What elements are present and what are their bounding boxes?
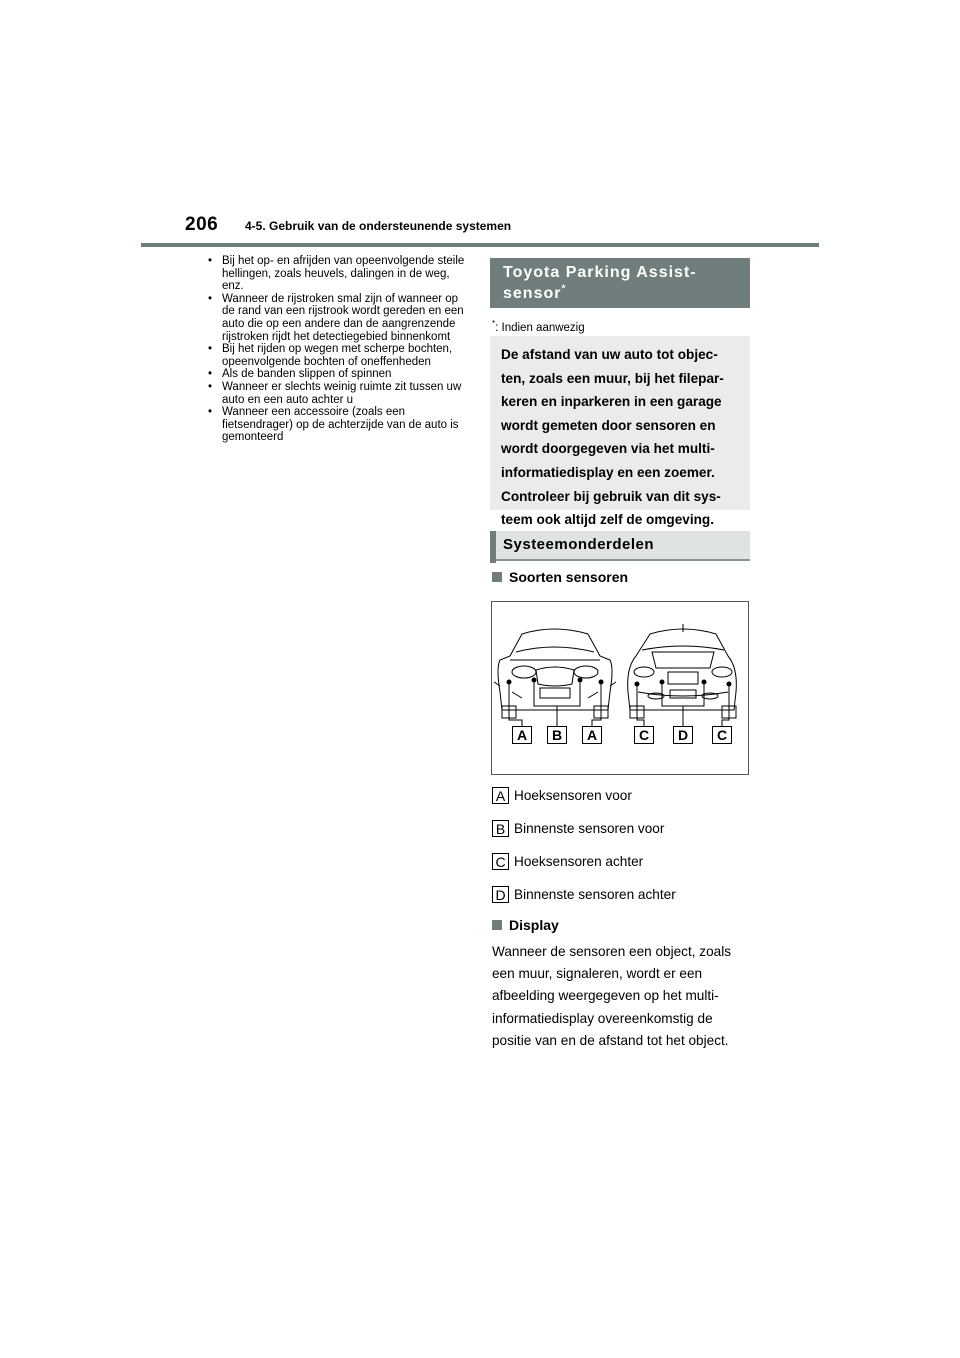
footnote-mark: * <box>492 319 496 328</box>
diagram-label-d: D <box>673 726 693 744</box>
legend-text: Hoeksensoren voor <box>514 788 632 803</box>
intro-line: wordt doorgegeven via het multi- <box>501 441 715 457</box>
legend-text: Hoeksensoren achter <box>514 854 644 869</box>
display-heading <box>492 917 559 933</box>
square-bullet-icon <box>492 572 502 582</box>
section-title-box <box>490 258 750 308</box>
title-footnote-mark: * <box>561 283 567 295</box>
car-front-rear-illustration <box>492 602 748 774</box>
legend-item-a <box>492 787 632 804</box>
display-paragraph <box>492 941 754 1052</box>
section-header: 4-5. Gebruik van de ondersteunende systemen <box>245 219 512 233</box>
legend-letter: B <box>492 820 509 837</box>
legend-letter: C <box>492 853 509 870</box>
legend-item-c <box>492 853 643 870</box>
legend-letter: D <box>492 886 509 903</box>
intro-line: wordt gemeten door sensoren en <box>501 417 716 433</box>
display-line: afbeelding weergegeven op het multi- <box>492 988 719 1004</box>
sub-header-system-components: Systeemonderdelen <box>490 531 750 561</box>
diagram-label-a-right: A <box>582 726 602 744</box>
legend-text: Binnenste sensoren voor <box>514 821 665 836</box>
footnote <box>492 319 585 334</box>
display-line: een muur, signaleren, wordt er een <box>492 966 703 982</box>
sensor-types-heading <box>492 569 628 585</box>
display-line: positie van en de afstand tot het object. <box>492 1032 729 1048</box>
section-title: Toyota Parking Assist-sensor <box>503 264 697 302</box>
legend-item-b <box>492 820 664 837</box>
sub-header-accent-bar <box>490 531 496 563</box>
header-rule <box>141 243 819 247</box>
display-heading-text: Display <box>509 917 559 933</box>
page-number: 206 <box>185 214 219 235</box>
footnote-text: : Indien aanwezig <box>495 321 585 334</box>
display-line: informatiedisplay overeenkomstig de <box>492 1010 713 1026</box>
list-item: • Bij het rijden op wegen met scherpe bochten, opeenvolgende bochten of oneffenheden <box>203 343 471 368</box>
diagram-label-c-left: C <box>634 726 654 744</box>
list-item: • Wanneer een accessoire (zoals een fietsendrager) op de achterzijde van de auto is gemonteerd <box>203 406 471 444</box>
diagram-label-a-left: A <box>512 726 532 744</box>
intro-line: ten, zoals een muur, bij het filepar- <box>501 370 724 386</box>
intro-box <box>490 336 750 528</box>
legend-item-d <box>492 886 676 903</box>
intro-line: informatiedisplay en een zoemer. <box>501 464 715 480</box>
legend-text: Binnenste sensoren achter <box>514 887 676 902</box>
diagram-label-b: B <box>547 726 567 744</box>
list-item: • Bij het op- en afrijden van opeenvolgende steile hellingen, zoals heuvels, dalingen in de weg, enz. <box>203 255 471 293</box>
legend-letter: A <box>492 787 509 804</box>
list-item: • Als de banden slippen of spinnen <box>203 368 471 381</box>
sensor-diagram <box>491 601 749 775</box>
intro-line: keren en inparkeren in een garage <box>501 394 722 410</box>
intro-line: Controleer bij gebruik van dit sys- <box>501 488 721 504</box>
diagram-label-c-right: C <box>712 726 732 744</box>
list-item: • Wanneer de rijstroken smal zijn of wanneer op de rand van een rijstrook wordt gereden en een auto die op een andere dan de aangrenzende rijstroken rijdt het detectiegebied binnenkomt <box>203 293 471 343</box>
intro-line: teem ook altijd zelf de omgeving. <box>501 512 715 528</box>
display-line: Wanneer de sensoren een object, zoals <box>492 944 732 959</box>
intro-line: De afstand van uw auto tot objec- <box>501 347 718 362</box>
square-bullet-icon <box>492 920 502 930</box>
list-item: • Wanneer er slechts weinig ruimte zit tussen uw auto en een auto achter u <box>203 381 471 406</box>
sensor-types-heading-text: Soorten sensoren <box>509 569 629 585</box>
condition-bullet-list <box>203 255 471 444</box>
